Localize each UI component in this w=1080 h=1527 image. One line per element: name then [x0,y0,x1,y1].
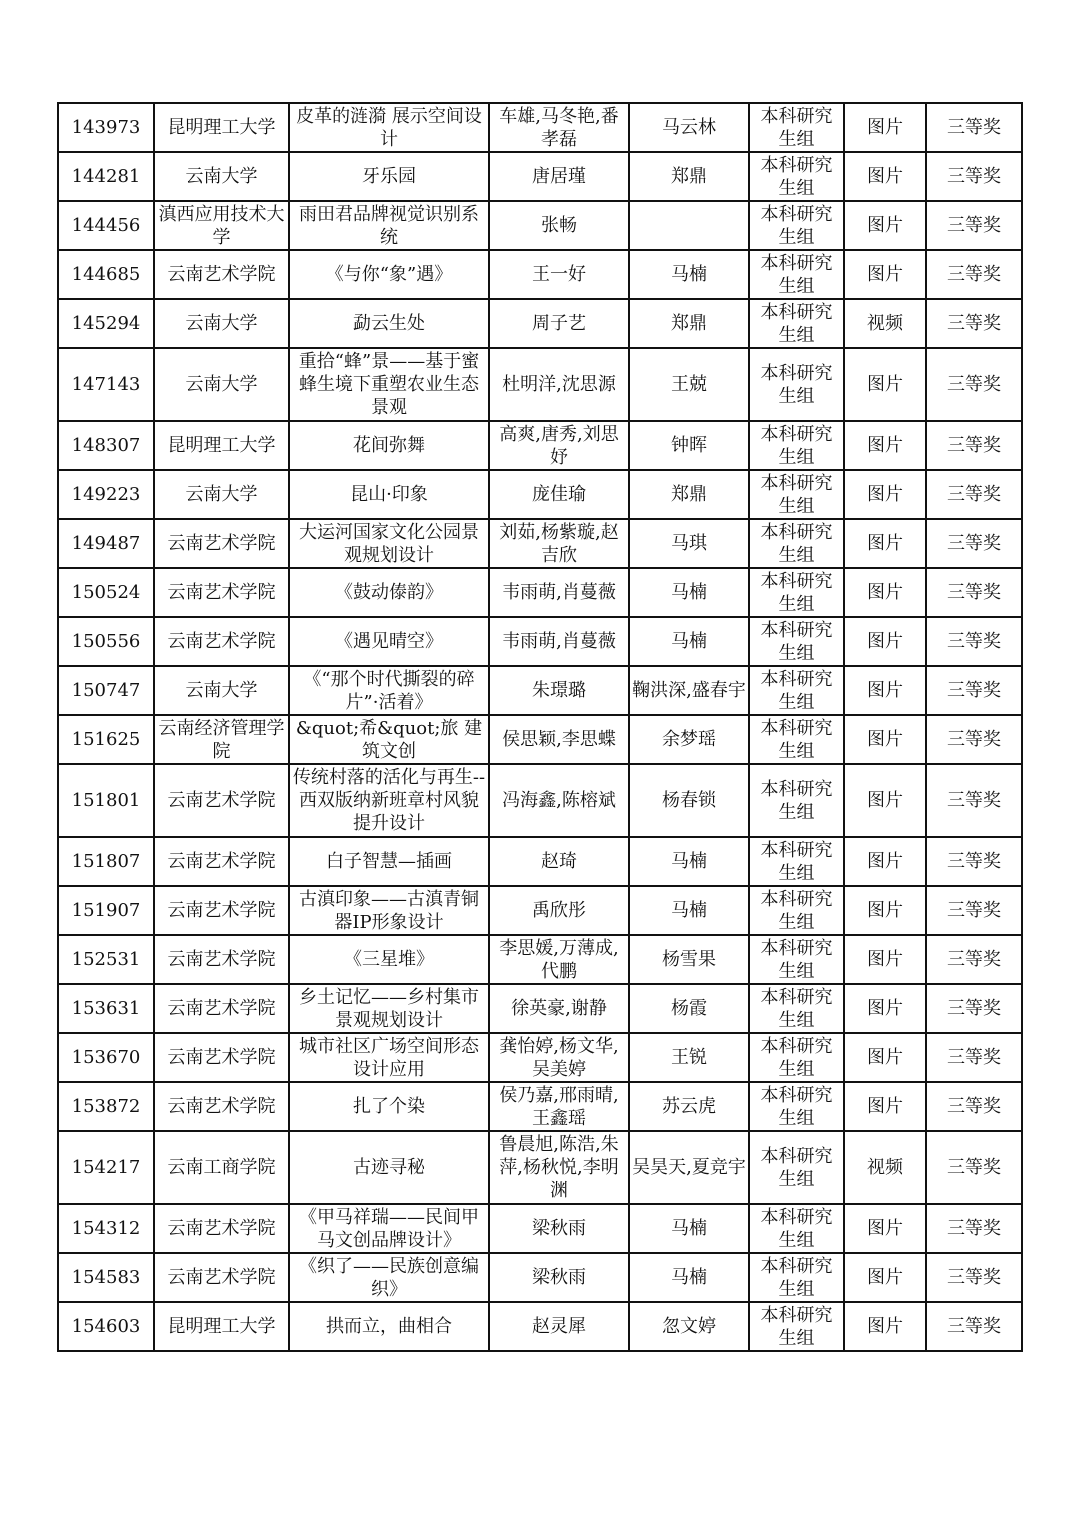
table-row [58,935,1022,984]
cell-authors: 王一好 [489,250,629,299]
cell-award: 三等奖 [926,250,1022,299]
table-row [58,1302,1022,1351]
cell-award: 三等奖 [926,984,1022,1033]
cell-group: 本科研究生组 [749,984,844,1033]
cell-school: 云南大学 [154,299,289,348]
cell-authors: 朱璟璐 [489,666,629,715]
cell-award: 三等奖 [926,886,1022,935]
cell-authors: 张畅 [489,201,629,250]
cell-award: 三等奖 [926,1204,1022,1253]
cell-school: 云南艺术学院 [154,1033,289,1082]
cell-authors: 赵灵犀 [489,1302,629,1351]
cell-advisor: 马楠 [629,886,749,935]
cell-advisor [629,201,749,250]
cell-id: 152531 [58,935,154,984]
cell-advisor: 王兢 [629,348,749,421]
table-row [58,666,1022,715]
cell-group: 本科研究生组 [749,1302,844,1351]
cell-authors: 禹欣彤 [489,886,629,935]
cell-title: 《“那个时代撕裂的碎片”·活着》 [289,666,489,715]
cell-award: 三等奖 [926,421,1022,470]
cell-title: 《织了——民族创意编织》 [289,1253,489,1302]
cell-group: 本科研究生组 [749,886,844,935]
cell-group: 本科研究生组 [749,1131,844,1204]
cell-group: 本科研究生组 [749,837,844,886]
cell-id: 153670 [58,1033,154,1082]
cell-group: 本科研究生组 [749,715,844,764]
cell-award: 三等奖 [926,1082,1022,1131]
cell-authors: 赵琦 [489,837,629,886]
cell-school: 云南艺术学院 [154,764,289,837]
cell-type: 图片 [844,201,926,250]
cell-advisor: 杨霞 [629,984,749,1033]
cell-title: 大运河国家文化公园景观规划设计 [289,519,489,568]
cell-title: 《遇见晴空》 [289,617,489,666]
cell-award: 三等奖 [926,935,1022,984]
cell-type: 图片 [844,348,926,421]
cell-advisor: 杨春锁 [629,764,749,837]
cell-id: 153872 [58,1082,154,1131]
cell-id: 144281 [58,152,154,201]
cell-type: 视频 [844,1131,926,1204]
cell-id: 144456 [58,201,154,250]
table-row [58,470,1022,519]
cell-type: 图片 [844,519,926,568]
cell-authors: 庞佳瑜 [489,470,629,519]
table-row [58,152,1022,201]
cell-group: 本科研究生组 [749,1253,844,1302]
cell-authors: 刘茹,杨紫璇,赵吉欣 [489,519,629,568]
cell-id: 145294 [58,299,154,348]
table-row [58,299,1022,348]
cell-advisor: 郑鼎 [629,299,749,348]
cell-id: 151625 [58,715,154,764]
cell-title: 牙乐园 [289,152,489,201]
cell-advisor: 马楠 [629,837,749,886]
cell-type: 图片 [844,764,926,837]
cell-authors: 梁秋雨 [489,1204,629,1253]
cell-school: 云南大学 [154,152,289,201]
cell-school: 云南艺术学院 [154,1204,289,1253]
cell-authors: 车雄,马冬艳,番孝磊 [489,103,629,152]
cell-authors: 侯乃嘉,邢雨晴,王鑫瑶 [489,1082,629,1131]
cell-advisor: 郑鼎 [629,470,749,519]
cell-school: 昆明理工大学 [154,103,289,152]
cell-group: 本科研究生组 [749,617,844,666]
cell-school: 云南经济管理学院 [154,715,289,764]
cell-school: 云南大学 [154,348,289,421]
cell-advisor: 王锐 [629,1033,749,1082]
cell-title: 乡土记忆——乡村集市景观规划设计 [289,984,489,1033]
cell-type: 图片 [844,1033,926,1082]
cell-school: 云南艺术学院 [154,984,289,1033]
cell-authors: 龚怡婷,杨文华,吴美婷 [489,1033,629,1082]
cell-title: 拱而立，曲相合 [289,1302,489,1351]
cell-authors: 徐英豪,谢静 [489,984,629,1033]
cell-type: 图片 [844,715,926,764]
table-row [58,421,1022,470]
cell-type: 图片 [844,470,926,519]
cell-advisor: 鞠洪深,盛春宇 [629,666,749,715]
cell-type: 图片 [844,421,926,470]
table-row [58,886,1022,935]
cell-group: 本科研究生组 [749,764,844,837]
cell-title: 重拾“蜂”景——基于蜜蜂生境下重塑农业生态景观 [289,348,489,421]
cell-school: 云南艺术学院 [154,568,289,617]
cell-award: 三等奖 [926,666,1022,715]
cell-school: 昆明理工大学 [154,421,289,470]
cell-authors: 梁秋雨 [489,1253,629,1302]
cell-id: 154217 [58,1131,154,1204]
table-row [58,348,1022,421]
cell-group: 本科研究生组 [749,470,844,519]
table-row [58,1033,1022,1082]
table-row [58,519,1022,568]
cell-award: 三等奖 [926,764,1022,837]
cell-school: 云南艺术学院 [154,837,289,886]
cell-school: 云南艺术学院 [154,935,289,984]
cell-award: 三等奖 [926,1131,1022,1204]
cell-advisor: 马楠 [629,1204,749,1253]
cell-type: 图片 [844,103,926,152]
cell-award: 三等奖 [926,348,1022,421]
cell-school: 滇西应用技术大学 [154,201,289,250]
cell-title: &quot;希&quot;旅 建筑文创 [289,715,489,764]
cell-type: 图片 [844,152,926,201]
cell-school: 云南艺术学院 [154,250,289,299]
table-row [58,1253,1022,1302]
cell-id: 151807 [58,837,154,886]
cell-type: 图片 [844,1204,926,1253]
cell-title: 皮革的涟漪 展示空间设计 [289,103,489,152]
cell-advisor: 余梦瑶 [629,715,749,764]
cell-id: 148307 [58,421,154,470]
cell-school: 云南大学 [154,666,289,715]
cell-advisor: 马琪 [629,519,749,568]
cell-authors: 韦雨萌,肖蔓薇 [489,617,629,666]
cell-school: 云南工商学院 [154,1131,289,1204]
cell-award: 三等奖 [926,152,1022,201]
cell-id: 151907 [58,886,154,935]
cell-advisor: 郑鼎 [629,152,749,201]
cell-authors: 高爽,唐秀,刘思妤 [489,421,629,470]
cell-id: 151801 [58,764,154,837]
cell-advisor: 马云林 [629,103,749,152]
table-row [58,250,1022,299]
cell-award: 三等奖 [926,1302,1022,1351]
cell-school: 云南艺术学院 [154,886,289,935]
cell-advisor: 马楠 [629,1253,749,1302]
cell-award: 三等奖 [926,103,1022,152]
cell-award: 三等奖 [926,299,1022,348]
cell-award: 三等奖 [926,837,1022,886]
cell-type: 视频 [844,299,926,348]
cell-id: 154583 [58,1253,154,1302]
cell-type: 图片 [844,1302,926,1351]
table-body [58,103,1022,1351]
cell-group: 本科研究生组 [749,152,844,201]
table-row [58,1204,1022,1253]
cell-type: 图片 [844,837,926,886]
cell-type: 图片 [844,984,926,1033]
cell-school: 云南艺术学院 [154,617,289,666]
table-row [58,617,1022,666]
cell-group: 本科研究生组 [749,519,844,568]
cell-title: 传统村落的活化与再生--西双版纳新班章村风貌提升设计 [289,764,489,837]
cell-type: 图片 [844,250,926,299]
cell-authors: 周子艺 [489,299,629,348]
cell-id: 153631 [58,984,154,1033]
cell-group: 本科研究生组 [749,666,844,715]
cell-id: 149223 [58,470,154,519]
cell-school: 云南大学 [154,470,289,519]
cell-authors: 鲁晨旭,陈浩,朱萍,杨秋悦,李明渊 [489,1131,629,1204]
cell-group: 本科研究生组 [749,568,844,617]
cell-title: 扎了个染 [289,1082,489,1131]
cell-advisor: 杨雪果 [629,935,749,984]
cell-id: 154603 [58,1302,154,1351]
cell-group: 本科研究生组 [749,201,844,250]
cell-id: 150524 [58,568,154,617]
awards-table [57,102,1023,1352]
cell-group: 本科研究生组 [749,348,844,421]
cell-group: 本科研究生组 [749,250,844,299]
cell-authors: 唐居瑾 [489,152,629,201]
cell-group: 本科研究生组 [749,1082,844,1131]
table-row [58,764,1022,837]
cell-school: 云南艺术学院 [154,1253,289,1302]
cell-award: 三等奖 [926,519,1022,568]
cell-group: 本科研究生组 [749,935,844,984]
table-row [58,568,1022,617]
cell-advisor: 苏云虎 [629,1082,749,1131]
cell-title: 白子智慧—插画 [289,837,489,886]
table-row [58,984,1022,1033]
cell-title: 雨田君品牌视觉识别系统 [289,201,489,250]
cell-award: 三等奖 [926,617,1022,666]
cell-type: 图片 [844,1082,926,1131]
cell-group: 本科研究生组 [749,103,844,152]
cell-type: 图片 [844,935,926,984]
cell-id: 150747 [58,666,154,715]
cell-school: 昆明理工大学 [154,1302,289,1351]
cell-id: 154312 [58,1204,154,1253]
cell-type: 图片 [844,617,926,666]
cell-advisor: 马楠 [629,250,749,299]
cell-id: 143973 [58,103,154,152]
cell-advisor: 马楠 [629,568,749,617]
cell-award: 三等奖 [926,1253,1022,1302]
table-row [58,201,1022,250]
cell-group: 本科研究生组 [749,1033,844,1082]
cell-school: 云南艺术学院 [154,519,289,568]
table-row [58,837,1022,886]
cell-title: 城市社区广场空间形态设计应用 [289,1033,489,1082]
cell-award: 三等奖 [926,1033,1022,1082]
cell-title: 《鼓动傣韵》 [289,568,489,617]
cell-authors: 杜明洋,沈思源 [489,348,629,421]
cell-award: 三等奖 [926,568,1022,617]
cell-group: 本科研究生组 [749,421,844,470]
cell-type: 图片 [844,666,926,715]
cell-award: 三等奖 [926,470,1022,519]
cell-id: 149487 [58,519,154,568]
cell-advisor: 吴昊天,夏竞宇 [629,1131,749,1204]
cell-type: 图片 [844,1253,926,1302]
cell-award: 三等奖 [926,715,1022,764]
cell-advisor: 忽文婷 [629,1302,749,1351]
cell-title: 花间弥舞 [289,421,489,470]
cell-authors: 李思媛,万薄成,代鹏 [489,935,629,984]
cell-authors: 韦雨萌,肖蔓薇 [489,568,629,617]
cell-id: 150556 [58,617,154,666]
cell-title: 昆山·印象 [289,470,489,519]
cell-title: 古迹寻秘 [289,1131,489,1204]
cell-title: 勐云生处 [289,299,489,348]
cell-type: 图片 [844,568,926,617]
cell-id: 147143 [58,348,154,421]
cell-advisor: 马楠 [629,617,749,666]
table-row [58,1131,1022,1204]
cell-title: 古滇印象——古滇青铜器IP形象设计 [289,886,489,935]
table-row [58,103,1022,152]
cell-id: 144685 [58,250,154,299]
table-row [58,715,1022,764]
table-row [58,1082,1022,1131]
cell-title: 《三星堆》 [289,935,489,984]
cell-title: 《与你“象”遇》 [289,250,489,299]
cell-title: 《甲马祥瑞——民间甲马文创品牌设计》 [289,1204,489,1253]
cell-group: 本科研究生组 [749,299,844,348]
cell-award: 三等奖 [926,201,1022,250]
cell-advisor: 钟晖 [629,421,749,470]
cell-type: 图片 [844,886,926,935]
cell-authors: 侯思颖,李思蝶 [489,715,629,764]
cell-authors: 冯海鑫,陈榕斌 [489,764,629,837]
cell-school: 云南艺术学院 [154,1082,289,1131]
cell-group: 本科研究生组 [749,1204,844,1253]
